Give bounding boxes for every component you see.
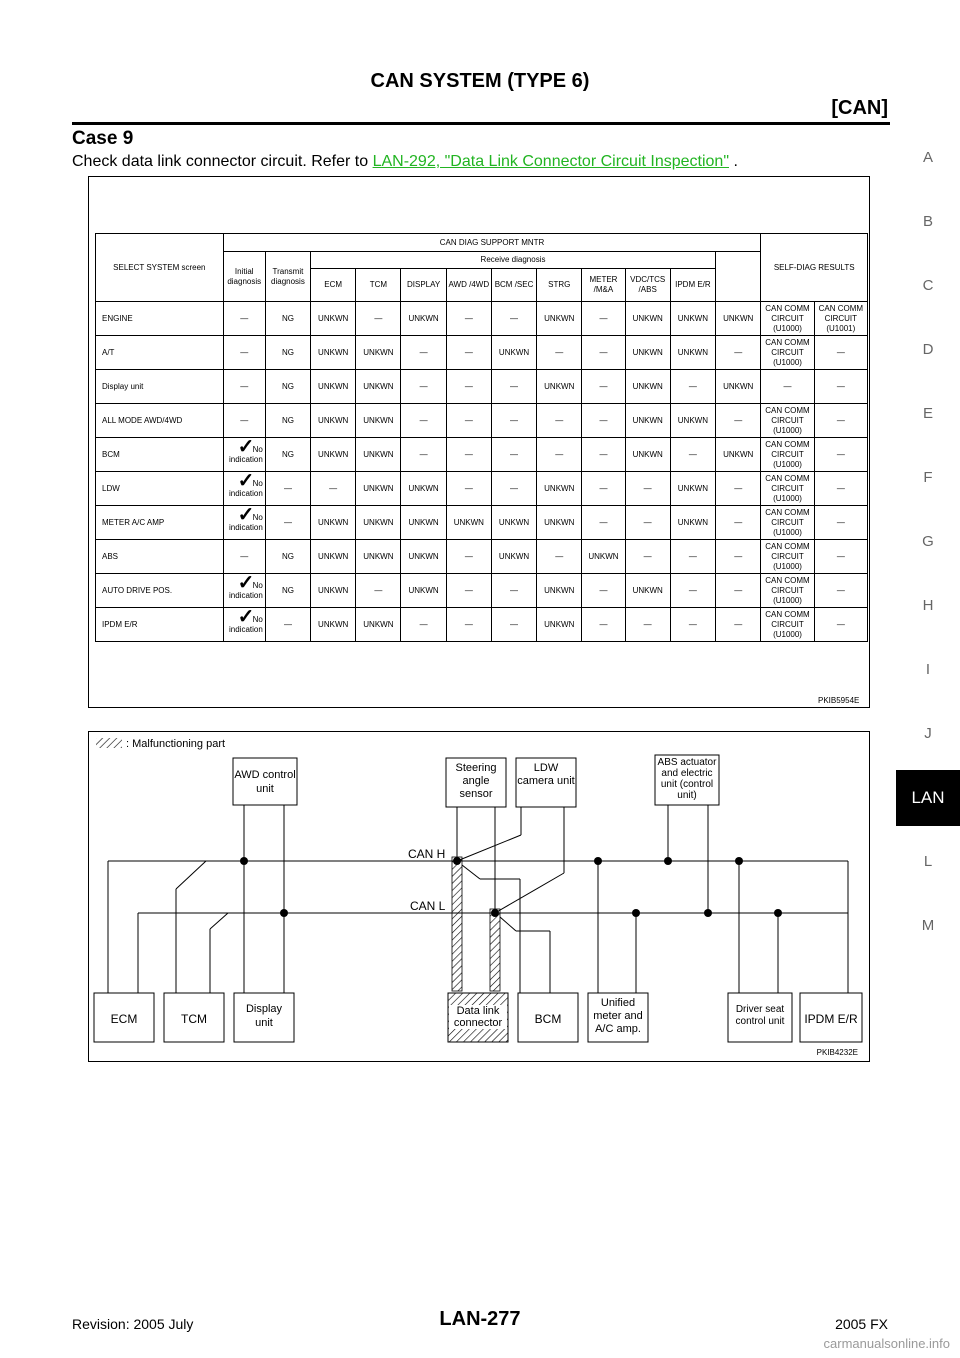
no-indication-label: No indication [229, 444, 263, 464]
table-row [96, 438, 868, 472]
receive-col-header: AWD /4WD [446, 269, 491, 302]
initial-diagnosis-header: Initial diagnosis [223, 252, 265, 302]
receive-diagnosis-cell: UNKWN [537, 302, 582, 336]
receive-diagnosis-cell: — [716, 540, 761, 574]
receive-diagnosis-header: Receive diagnosis [311, 252, 716, 269]
self-diag-cell: CAN COMM CIRCUIT (U1000) [761, 608, 814, 642]
check-mark-icon: ✓ [237, 437, 255, 458]
row-system-name: Display unit [96, 370, 224, 404]
receive-diagnosis-cell: UNKWN [537, 574, 582, 608]
receive-diagnosis-cell: — [491, 438, 536, 472]
receive-diagnosis-cell: — [446, 370, 491, 404]
initial-diagnosis-cell: NG [265, 574, 310, 608]
bcm-label: BCM [534, 1012, 562, 1026]
receive-diagnosis-cell: UNKWN [401, 506, 446, 540]
receive-diagnosis-cell: — [670, 438, 715, 472]
steering-angle-sensor-label: Steering angle sensor [455, 762, 497, 800]
row-system-name: A/T [96, 336, 224, 370]
self-diag-cell: — [814, 608, 867, 642]
reference-link[interactable]: LAN-292, "Data Link Connector Circuit Inspection" [372, 153, 729, 170]
receive-diagnosis-cell: — [401, 404, 446, 438]
can-h-label: CAN H [408, 847, 446, 861]
select-system-cell: — [223, 540, 265, 574]
no-indication-cell [223, 472, 265, 506]
receive-diagnosis-cell: — [582, 472, 625, 506]
dlc-can-l-hatch [490, 909, 500, 991]
self-diag-cell: CAN COMM CIRCUIT (U1000) [761, 540, 814, 574]
receive-diagnosis-cell: UNKWN [537, 506, 582, 540]
receive-diagnosis-cell: — [401, 438, 446, 472]
no-indication-label: No indication [229, 580, 263, 600]
receive-diagnosis-cell: — [582, 336, 625, 370]
footer-revision: Revision: 2005 July [72, 1316, 194, 1332]
table-row [96, 370, 868, 404]
receive-diagnosis-cell: — [582, 506, 625, 540]
receive-diagnosis-cell: UNKWN [625, 404, 670, 438]
wiring-diagram [88, 731, 870, 1062]
receive-diagnosis-cell: UNKWN [356, 608, 401, 642]
receive-diagnosis-cell: — [446, 608, 491, 642]
receive-diagnosis-cell: — [716, 336, 761, 370]
receive-diagnosis-cell: — [491, 574, 536, 608]
receive-diagnosis-cell: — [446, 336, 491, 370]
receive-diagnosis-cell: — [537, 438, 582, 472]
self-diag-cell: — [814, 472, 867, 506]
receive-col-header: ECM [311, 269, 356, 302]
receive-diagnosis-cell: UNKWN [582, 540, 625, 574]
can-diag-header: CAN DIAG SUPPORT MNTR [223, 234, 761, 252]
receive-diagnosis-cell: UNKWN [625, 438, 670, 472]
initial-diagnosis-cell: NG [265, 336, 310, 370]
receive-col-header: METER /M&A [582, 269, 625, 302]
self-diag-cell: CAN COMM CIRCUIT (U1000) [761, 302, 814, 336]
select-system-header: SELECT SYSTEM screen [96, 234, 224, 302]
transmit-diagnosis-header: Transmit diagnosis [265, 252, 310, 302]
receive-diagnosis-cell: UNKWN [356, 370, 401, 404]
receive-diagnosis-cell: — [537, 540, 582, 574]
driver-seat-control-label: Driver seat control unit [735, 1004, 785, 1027]
receive-diagnosis-cell: — [625, 540, 670, 574]
row-system-name: LDW [96, 472, 224, 506]
initial-diagnosis-cell: NG [265, 370, 310, 404]
receive-diagnosis-cell: — [716, 506, 761, 540]
footer-model: 2005 FX [835, 1316, 888, 1332]
receive-diagnosis-cell: — [625, 506, 670, 540]
table-row [96, 302, 868, 336]
receive-diagnosis-cell: — [582, 302, 625, 336]
receive-diagnosis-cell: — [716, 608, 761, 642]
side-index-j[interactable]: J [924, 725, 932, 742]
receive-diagnosis-cell: — [716, 404, 761, 438]
figure-code-2: PKIB4232E [816, 1048, 858, 1057]
row-system-name: AUTO DRIVE POS. [96, 574, 224, 608]
transmit-diagnosis-cell: UNKWN [311, 404, 356, 438]
receive-diagnosis-cell: — [446, 574, 491, 608]
abs-unit-label: ABS actuator and electric unit (control unit) [657, 757, 717, 801]
no-indication-label: No indication [229, 478, 263, 498]
check-mark-icon: ✓ [237, 471, 255, 492]
receive-diagnosis-cell: — [446, 302, 491, 336]
select-system-cell: — [223, 370, 265, 404]
side-index-b[interactable]: B [922, 213, 933, 230]
receive-diagnosis-cell: UNKWN [670, 302, 715, 336]
row-system-name: ENGINE [96, 302, 224, 336]
receive-diagnosis-cell: — [625, 472, 670, 506]
transmit-diagnosis-cell: UNKWN [311, 438, 356, 472]
receive-diagnosis-cell: UNKWN [670, 336, 715, 370]
receive-diagnosis-cell: — [670, 574, 715, 608]
select-system-cell: — [223, 404, 265, 438]
receive-diagnosis-cell: UNKWN [716, 302, 761, 336]
side-index-f[interactable]: F [923, 469, 933, 486]
case-heading: Case 9 [72, 128, 134, 149]
self-diag-header: SELF-DIAG RESULTS [761, 234, 868, 302]
row-system-name: BCM [96, 438, 224, 472]
receive-diagnosis-cell: — [491, 370, 536, 404]
instruction-suffix: . [729, 153, 738, 170]
receive-diagnosis-cell: UNKWN [625, 574, 670, 608]
side-index-a[interactable]: A [922, 149, 933, 166]
side-index-lan[interactable] [896, 770, 960, 826]
self-diag-cell: — [814, 336, 867, 370]
receive-diagnosis-cell: UNKWN [537, 370, 582, 404]
receive-diagnosis-cell: UNKWN [491, 336, 536, 370]
receive-diagnosis-cell: — [491, 302, 536, 336]
side-index-e[interactable]: E [922, 405, 933, 422]
diagnosis-table [95, 233, 868, 642]
ipdm-er-label: IPDM E/R [804, 1012, 858, 1026]
receive-diagnosis-cell: — [491, 472, 536, 506]
display-unit-label: Display unit [245, 1003, 283, 1029]
side-index-m[interactable]: M [921, 917, 935, 934]
receive-diagnosis-cell: UNKWN [446, 506, 491, 540]
transmit-diagnosis-cell: UNKWN [311, 574, 356, 608]
receive-col-header: STRG [537, 269, 582, 302]
receive-diagnosis-cell: — [356, 574, 401, 608]
transmit-diagnosis-cell: UNKWN [311, 506, 356, 540]
receive-diagnosis-cell: UNKWN [716, 370, 761, 404]
tcm-label: TCM [181, 1012, 207, 1026]
receive-diagnosis-cell: UNKWN [537, 472, 582, 506]
row-system-name: ABS [96, 540, 224, 574]
select-system-cell: — [223, 302, 265, 336]
receive-col-header: BCM /SEC [491, 269, 536, 302]
transmit-diagnosis-cell: — [311, 472, 356, 506]
side-index-i[interactable]: I [925, 661, 931, 678]
table-row [96, 336, 868, 370]
check-mark-icon: ✓ [237, 573, 255, 594]
self-diag-cell: CAN COMM CIRCUIT (U1000) [761, 336, 814, 370]
no-indication-cell [223, 438, 265, 472]
row-system-name: IPDM E/R [96, 608, 224, 642]
self-diag-cell: CAN COMM CIRCUIT (U1000) [761, 438, 814, 472]
side-index-c[interactable]: C [922, 277, 934, 294]
table-row [96, 506, 868, 540]
receive-diagnosis-cell: UNKWN [670, 404, 715, 438]
receive-diagnosis-cell: UNKWN [401, 302, 446, 336]
self-diag-cell: — [814, 438, 867, 472]
self-diag-cell: — [814, 370, 867, 404]
dlc-can-h-hatch [452, 857, 462, 991]
receive-diagnosis-cell: — [716, 472, 761, 506]
receive-col-header: DISPLAY [401, 269, 446, 302]
initial-diagnosis-cell: — [265, 608, 310, 642]
page-title: CAN SYSTEM (TYPE 6) [370, 70, 590, 92]
transmit-diagnosis-cell: UNKWN [311, 302, 356, 336]
data-link-connector-label: Data link connector [449, 1005, 507, 1029]
receive-diagnosis-cell: UNKWN [356, 506, 401, 540]
self-diag-cell: CAN COMM CIRCUIT (U1000) [761, 506, 814, 540]
legend-text: : Malfunctioning part [126, 738, 226, 750]
unified-meter-label: Unified meter and A/C amp. [593, 997, 643, 1035]
receive-diagnosis-cell: UNKWN [356, 438, 401, 472]
side-index-h[interactable]: H [922, 597, 934, 614]
self-diag-cell: — [814, 506, 867, 540]
can-l-label: CAN L [410, 899, 446, 913]
receive-diagnosis-cell: — [716, 574, 761, 608]
receive-diagnosis-cell: — [625, 608, 670, 642]
self-diag-cell: CAN COMM CIRCUIT (U1000) [761, 574, 814, 608]
select-system-cell: — [223, 336, 265, 370]
section-label: [CAN] [831, 97, 888, 119]
receive-diagnosis-cell: — [446, 438, 491, 472]
transmit-diagnosis-cell: UNKWN [311, 540, 356, 574]
receive-diagnosis-cell: UNKWN [356, 472, 401, 506]
receive-diagnosis-cell: UNKWN [491, 540, 536, 574]
receive-diagnosis-cell: — [356, 302, 401, 336]
receive-diagnosis-cell: — [582, 438, 625, 472]
table-row [96, 608, 868, 642]
transmit-diagnosis-cell: UNKWN [311, 608, 356, 642]
self-diag-cell: — [814, 404, 867, 438]
receive-diagnosis-cell: — [670, 540, 715, 574]
receive-diagnosis-cell: — [446, 540, 491, 574]
self-diag-cell: — [814, 540, 867, 574]
receive-diagnosis-cell: UNKWN [491, 506, 536, 540]
no-indication-cell [223, 506, 265, 540]
receive-diagnosis-cell: — [401, 336, 446, 370]
initial-diagnosis-cell: — [265, 472, 310, 506]
receive-diagnosis-cell: UNKWN [537, 608, 582, 642]
receive-diagnosis-cell: — [670, 608, 715, 642]
row-system-name: ALL MODE AWD/4WD [96, 404, 224, 438]
receive-diagnosis-cell: UNKWN [670, 506, 715, 540]
receive-col-header: VDC/TCS /ABS [625, 269, 670, 302]
receive-diagnosis-cell: UNKWN [401, 472, 446, 506]
initial-diagnosis-cell: NG [265, 302, 310, 336]
transmit-diagnosis-cell: UNKWN [311, 370, 356, 404]
receive-diagnosis-cell: UNKWN [356, 336, 401, 370]
side-index-lan-label: LAN [911, 788, 945, 807]
no-indication-cell [223, 608, 265, 642]
receive-diagnosis-cell: — [582, 404, 625, 438]
receive-diagnosis-cell: — [582, 608, 625, 642]
receive-diagnosis-cell: UNKWN [670, 472, 715, 506]
check-mark-icon: ✓ [237, 505, 255, 526]
receive-diagnosis-cell: — [401, 370, 446, 404]
self-diag-cell: CAN COMM CIRCUIT (U1001) [814, 302, 867, 336]
receive-diagnosis-cell: — [446, 404, 491, 438]
receive-col-header: TCM [356, 269, 401, 302]
no-indication-cell [223, 574, 265, 608]
receive-diagnosis-cell: — [582, 370, 625, 404]
receive-diagnosis-cell: — [582, 574, 625, 608]
ecm-label: ECM [110, 1012, 138, 1026]
self-diag-cell: CAN COMM CIRCUIT (U1000) [761, 472, 814, 506]
receive-diagnosis-cell: UNKWN [401, 540, 446, 574]
splice-dots [240, 857, 782, 917]
initial-diagnosis-cell: NG [265, 540, 310, 574]
table-row [96, 472, 868, 506]
receive-diagnosis-cell: — [537, 404, 582, 438]
side-index-d[interactable]: D [922, 341, 934, 358]
footer-page-number: LAN-277 [439, 1308, 521, 1330]
no-indication-label: No indication [229, 614, 263, 634]
initial-diagnosis-cell: — [265, 506, 310, 540]
transmit-diagnosis-cell: UNKWN [311, 336, 356, 370]
initial-diagnosis-cell: NG [265, 438, 310, 472]
instruction-prefix: Check data link connector circuit. Refer to [72, 153, 373, 170]
watermark: carmanualsonline.info [823, 1336, 950, 1351]
no-indication-label: No indication [229, 512, 263, 532]
receive-diagnosis-cell: — [491, 404, 536, 438]
receive-diagnosis-cell: UNKWN [716, 438, 761, 472]
initial-diagnosis-cell: NG [265, 404, 310, 438]
receive-diagnosis-cell: UNKWN [625, 336, 670, 370]
receive-diagnosis-cell: — [491, 608, 536, 642]
self-diag-cell: — [814, 574, 867, 608]
receive-col-header: IPDM E/R [670, 269, 715, 302]
table-row [96, 540, 868, 574]
receive-diagnosis-cell: — [670, 370, 715, 404]
self-diag-cell: CAN COMM CIRCUIT (U1000) [761, 404, 814, 438]
receive-diagnosis-cell: — [401, 608, 446, 642]
table-row [96, 574, 868, 608]
receive-diagnosis-cell: UNKWN [356, 540, 401, 574]
receive-diagnosis-cell: UNKWN [401, 574, 446, 608]
legend-hatch-icon [96, 738, 122, 748]
receive-diagnosis-cell: UNKWN [625, 370, 670, 404]
receive-diagnosis-cell: UNKWN [356, 404, 401, 438]
ldw-camera-unit-label: LDW camera unit [517, 762, 575, 787]
figure-code-1: PKIB5954E [818, 696, 860, 705]
table-row [96, 404, 868, 438]
receive-diagnosis-cell: — [446, 472, 491, 506]
instruction-text [72, 153, 738, 171]
row-system-name: METER A/C AMP [96, 506, 224, 540]
side-index-g[interactable]: G [922, 533, 934, 550]
side-index-l[interactable]: L [923, 853, 933, 870]
receive-diagnosis-cell: — [537, 336, 582, 370]
header-rule [72, 122, 890, 125]
receive-diagnosis-cell: UNKWN [625, 302, 670, 336]
self-diag-cell: — [761, 370, 814, 404]
awd-control-unit-label: AWD control unit [234, 769, 296, 795]
check-mark-icon: ✓ [237, 607, 255, 628]
